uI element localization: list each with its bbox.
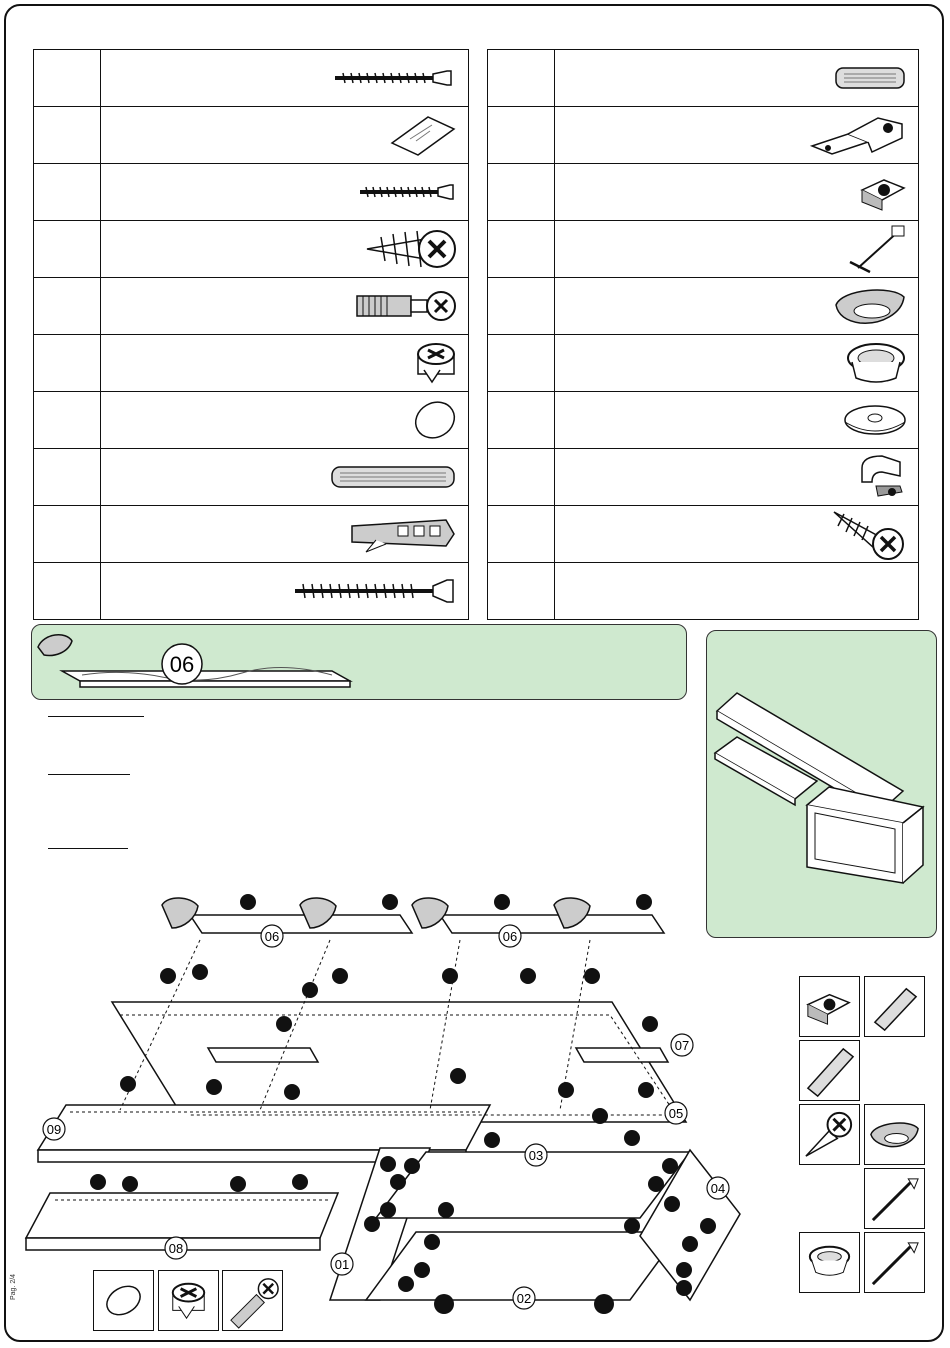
label-panel-04: 04: [710, 1181, 726, 1196]
shelf-06-illustration: [32, 625, 686, 699]
parts-row: [488, 392, 919, 449]
hinge-plate-icon: [858, 172, 908, 212]
shelf-support-cover-icon: [865, 1105, 924, 1164]
label-panel-09: 09: [46, 1122, 62, 1137]
hardware-box-support-cover: [864, 1104, 925, 1165]
underline-1: [48, 716, 144, 717]
parts-row: [34, 278, 469, 335]
cam-bolt-icon: [223, 1271, 282, 1330]
extra-long-screw-icon: [293, 577, 458, 605]
parts-row: [34, 221, 469, 278]
coarse-screw-icon: [363, 225, 458, 273]
label-panel-02: 02: [516, 1291, 532, 1306]
parts-table-right: [487, 49, 919, 620]
wooden-dowel-icon: [328, 463, 458, 491]
grommet-icon: [800, 1233, 859, 1292]
hardware-box-hinge-plate: [799, 976, 860, 1037]
hardware-box-dowel-short: [864, 976, 925, 1037]
cam-lock-icon: [414, 340, 458, 386]
parts-row: [34, 164, 469, 221]
parts-row: [488, 221, 919, 278]
cam-bolt-icon: [353, 288, 458, 324]
wall-screw-icon: [830, 508, 908, 560]
label-panel-07: 07: [674, 1038, 690, 1053]
hardware-box-wall-screw: [799, 1104, 860, 1165]
parts-row: [488, 335, 919, 392]
label-panel-05: 05: [668, 1106, 684, 1121]
short-wood-screw-icon: [358, 182, 458, 202]
parts-row: [488, 506, 919, 563]
parts-row: [488, 50, 919, 107]
hardware-box-cap: [93, 1270, 154, 1331]
extra-long-screw-icon: [865, 1233, 924, 1292]
label-shelf-a: 06: [264, 929, 280, 944]
label-panel-03: 03: [528, 1148, 544, 1163]
label-panel-01: 01: [334, 1257, 350, 1272]
hardware-box-cam-lock: [158, 1270, 219, 1331]
underline-3: [48, 848, 128, 849]
hardware-box-grommet: [799, 1232, 860, 1293]
page-number: Pag. 2/4: [10, 1273, 17, 1300]
parts-row: [34, 107, 469, 164]
parts-row: [488, 164, 919, 221]
parts-row: [34, 506, 469, 563]
step-panel-label: 06: [169, 652, 195, 677]
wall-plug-icon: [346, 512, 458, 556]
step-panel: [31, 624, 687, 700]
short-dowel-icon: [832, 64, 908, 92]
wall-screw-icon: [800, 1105, 859, 1164]
label-panel-08: 08: [168, 1241, 184, 1256]
underline-2: [48, 774, 130, 775]
hardware-box-long-screw: [864, 1168, 925, 1229]
cover-cap-icon: [94, 1271, 153, 1330]
long-wood-screw-icon: [333, 68, 458, 88]
parts-row: [488, 107, 919, 164]
long-wood-screw-icon: [865, 1169, 924, 1228]
parts-row: [34, 335, 469, 392]
cam-lock-icon: [159, 1271, 218, 1330]
adhesive-pad-icon: [388, 113, 458, 157]
cover-cap-icon: [412, 399, 458, 441]
grommet-icon: [844, 340, 908, 386]
hardware-box-dowel: [799, 1040, 860, 1101]
hinge-plate-icon: [800, 977, 859, 1036]
shelf-support-cover-icon: [832, 283, 908, 329]
parts-row: [34, 392, 469, 449]
parts-row: [34, 449, 469, 506]
tie-rod-icon: [848, 224, 908, 274]
parts-row: [34, 563, 469, 620]
parts-row: [488, 449, 919, 506]
short-dowel-icon: [865, 977, 924, 1036]
wooden-dowel-icon: [800, 1041, 859, 1100]
shelf-clip-icon: [852, 452, 908, 502]
hardware-box-cam-bolt: [222, 1270, 283, 1331]
parts-row: [488, 278, 919, 335]
parts-row: [34, 50, 469, 107]
hardware-box-extra-long-screw: [864, 1232, 925, 1293]
parts-table-left: [33, 49, 469, 620]
label-shelf-b: 06: [502, 929, 518, 944]
parts-row: [488, 563, 919, 620]
hinge-icon: [808, 112, 908, 158]
washer-icon: [842, 400, 908, 440]
